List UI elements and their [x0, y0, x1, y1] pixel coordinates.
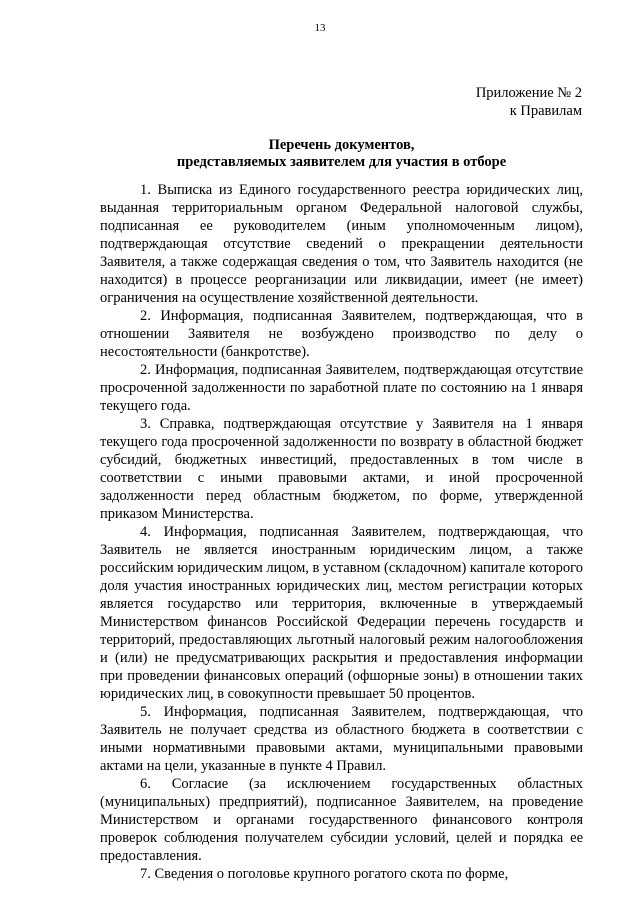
item-number: 1.	[140, 182, 151, 198]
appendix-line-1: Приложение № 2	[475, 85, 582, 101]
list-item	[100, 775, 583, 865]
appendix-reference	[476, 84, 582, 120]
list-item	[100, 181, 583, 307]
item-text: Информация, подписанная Заявителем, подтверждающая отсутствие просроченной задолженности по заработной плате по состоянию на 1 января текущего года.	[100, 362, 584, 414]
item-text: Информация, подписанная Заявителем, подтверждающая, что Заявитель не является иностранным юридическим лицом, а также российским юридическим лицом, в уставном (складочном) капитале которого доля участия иностранных юридических лиц, местом регистрации которых является государство или территория, включенные в утверждаемый Министерством финансов Российской Федерации перечень государств и территорий, предоставляющих льготный налоговый режим налогообложения и (или) не предусматривающих раскрытия и предоставления информации при проведении финансовых операций (офшорные зоны) в отношении таких юридических лиц, в совокупности превышает 50 процентов.	[100, 524, 583, 702]
item-number: 4.	[140, 524, 151, 540]
page-number: 13	[314, 22, 326, 34]
list-item	[100, 361, 583, 415]
document-title	[100, 137, 583, 171]
appendix-line-2: к Правилам	[509, 103, 582, 119]
item-text: Сведения о поголовье крупного рогатого скота по форме,	[154, 866, 509, 882]
list-item	[100, 307, 583, 361]
list-item	[100, 523, 583, 703]
item-number: 5.	[140, 704, 151, 720]
item-number: 7.	[140, 866, 151, 882]
list-item	[100, 415, 583, 523]
item-text: Выписка из Единого государственного реестра юридических лиц, выданная территориальным органом Федеральной налоговой службы, подписанная ее руководителем (иным уполномоченным лицом), подтверждающая отсутствие сведений о прекращении деятельности Заявителя, а также содержащая сведения о том, что Заявитель находится (не находится) в процессе реорганизации или ликвидации, имеет (не имеет) ограничения на осуществление хозяйственной деятельности.	[100, 182, 583, 306]
document-body	[100, 181, 583, 883]
item-number: 2.	[140, 362, 151, 378]
title-line-2: представляемых заявителем для участия в отборе	[176, 154, 507, 170]
item-number: 3.	[140, 416, 151, 432]
item-number: 2.	[140, 308, 151, 324]
item-text: Справка, подтверждающая отсутствие у Заявителя на 1 января текущего года просроченной задолженности по возврату в областной бюджет субсидий, бюджетных инвестиций, предоставленных в том числе в соответствии с иными правовыми актами, и иной просроченной задолженности перед областным бюджетом, по форме, утвержденной приказом Министерства.	[100, 416, 584, 522]
item-text: Информация, подписанная Заявителем, подтверждающая, что в отношении Заявителя не возбуждено производство по делу о несостоятельности (банкротстве).	[100, 308, 584, 360]
title-line-1: Перечень документов,	[268, 137, 415, 153]
item-number: 6.	[140, 776, 151, 792]
item-text: Информация, подписанная Заявителем, подтверждающая, что Заявитель не получает средства из областного бюджета в соответствии с иными нормативными правовыми актами, муниципальными правовыми актами на цели, указанные в пункте 4 Правил.	[100, 704, 583, 774]
list-item	[100, 703, 583, 775]
list-item	[100, 865, 583, 883]
item-text: Согласие (за исключением государственных областных (муниципальных) предприятий), подписанное Заявителем, на проведение Министерством и органами государственного финансового контроля проверок соблюдения получателем субсидии условий, целей и порядка ее предоставления.	[100, 776, 583, 864]
